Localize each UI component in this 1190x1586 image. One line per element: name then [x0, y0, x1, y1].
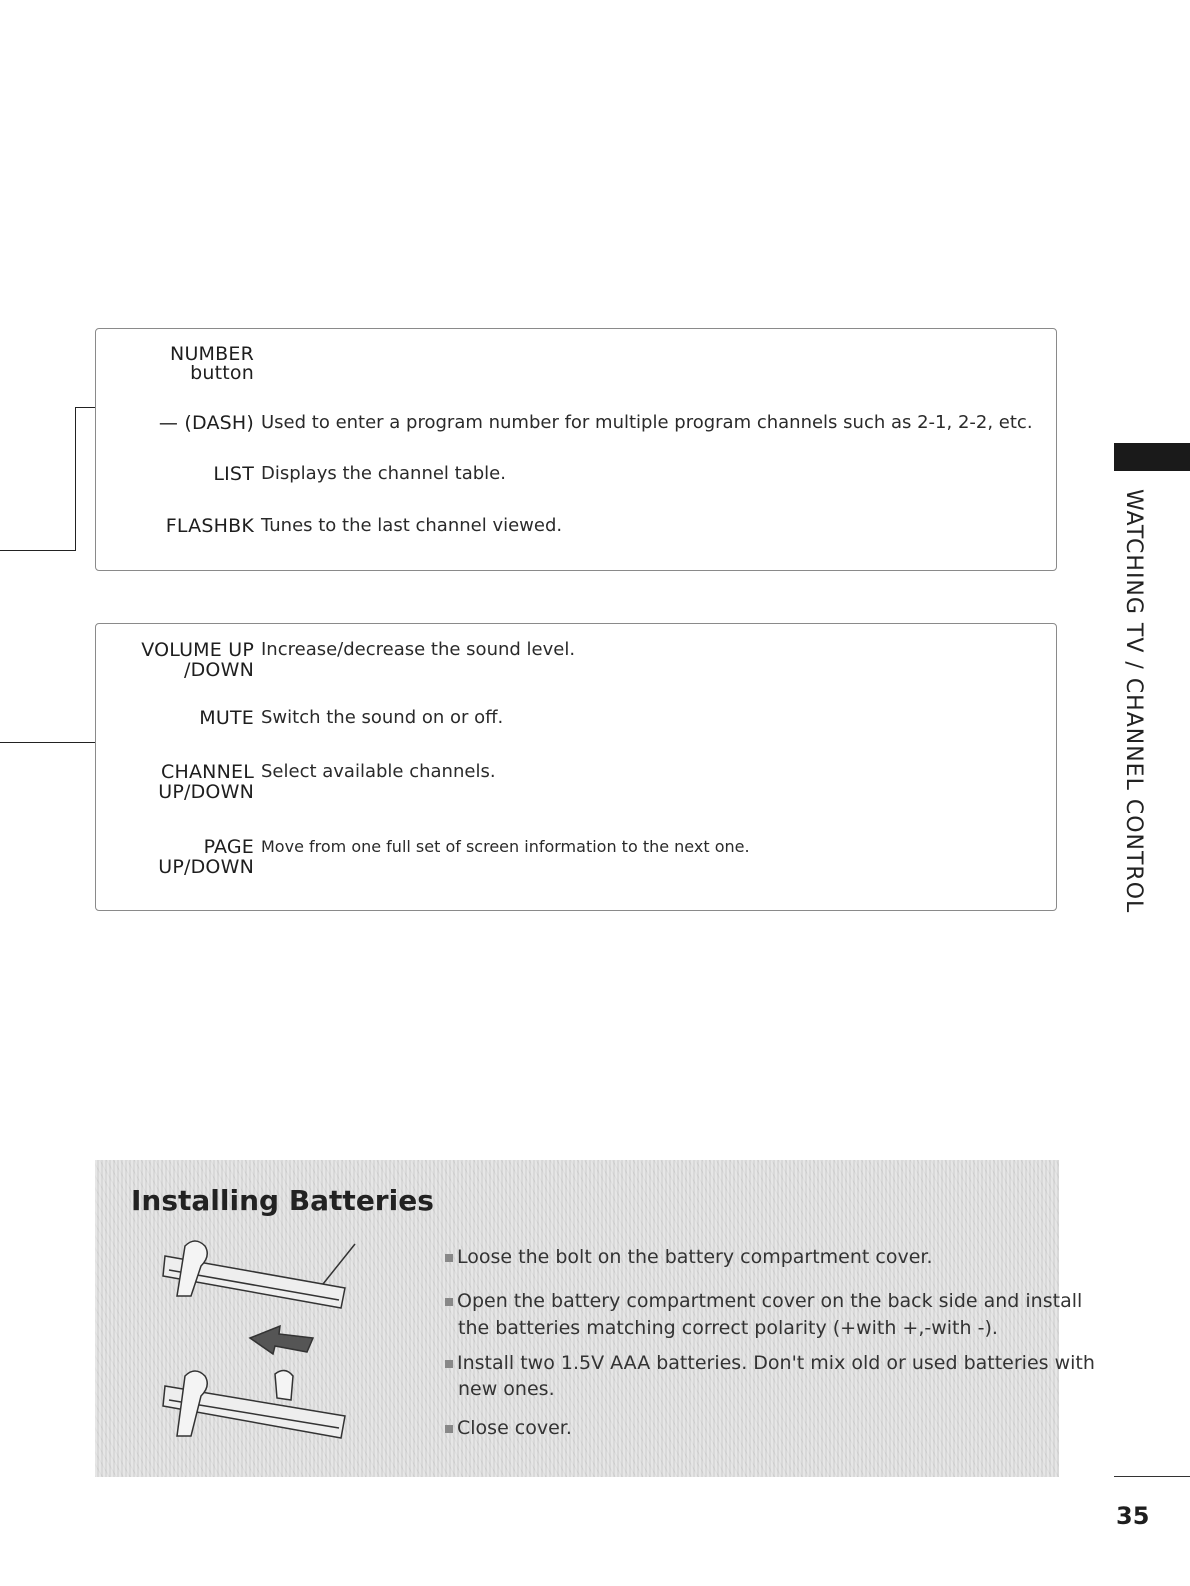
battery-step-1-text: Loose the bolt on the battery compartment cover. [457, 1246, 933, 1268]
callout-line-top-horizontal [76, 407, 95, 408]
label-channel-line1: CHANNEL [161, 761, 254, 783]
battery-step-3-cont: new ones. [458, 1378, 555, 1400]
label-volume [141, 640, 254, 680]
battery-step-4-text: Close cover. [457, 1417, 572, 1439]
page-number-rule [1114, 1476, 1190, 1477]
label-page-line1: PAGE [203, 836, 254, 858]
battery-step-2-cont: the batteries matching correct polarity (+with +,-with -). [458, 1317, 998, 1339]
channel-buttons-panel [95, 328, 1057, 571]
label-volume-line2: /DOWN [184, 659, 254, 681]
callout-line-top-bottom [0, 550, 76, 551]
desc-volume: Increase/decrease the sound level. [261, 639, 576, 660]
batteries-title: Installing Batteries [131, 1184, 434, 1217]
desc-mute: Switch the sound on or off. [261, 707, 504, 728]
bullet-icon [445, 1298, 453, 1306]
label-number-line1: NUMBER [170, 343, 254, 365]
desc-page: Move from one full set of screen information to the next one. [261, 837, 750, 856]
callout-line-middle [0, 742, 95, 743]
desc-flashbk: Tunes to the last channel viewed. [261, 515, 563, 536]
battery-step-3 [445, 1350, 1095, 1377]
battery-step-2 [445, 1288, 1082, 1315]
label-mute: MUTE [199, 707, 254, 729]
section-side-title: WATCHING TV / CHANNEL CONTROL [1121, 489, 1146, 914]
desc-dash: Used to enter a program number for multiple program channels such as 2-1, 2-2, etc. [261, 412, 1033, 433]
battery-step-4 [445, 1415, 572, 1442]
desc-list: Displays the channel table. [261, 463, 506, 484]
label-number [170, 345, 254, 383]
section-tab-marker [1114, 443, 1190, 471]
volume-channel-panel [95, 623, 1057, 911]
bullet-icon [445, 1360, 453, 1368]
bullet-icon [445, 1425, 453, 1433]
installing-batteries-panel [95, 1160, 1095, 1477]
battery-step-2-text: Open the battery compartment cover on the back side and install [457, 1290, 1083, 1312]
label-channel [158, 762, 254, 802]
callout-line-top-vertical [75, 407, 76, 550]
bullet-icon [445, 1254, 453, 1262]
label-page-line2: UP/DOWN [158, 856, 254, 878]
battery-step-1 [445, 1244, 933, 1271]
label-volume-line1: VOLUME UP [141, 639, 254, 661]
page-number: 35 [1116, 1502, 1150, 1530]
remote-battery-illustration [155, 1226, 375, 1456]
label-dash: — (DASH) [158, 412, 254, 434]
label-list: LIST [213, 463, 254, 485]
desc-channel: Select available channels. [261, 761, 496, 782]
label-channel-line2: UP/DOWN [158, 781, 254, 803]
label-number-line2: button [190, 362, 254, 384]
label-page [158, 837, 254, 877]
battery-step-3-text: Install two 1.5V AAA batteries. Don't mix old or used batteries with [457, 1352, 1095, 1374]
label-flashbk: FLASHBK [165, 515, 254, 537]
